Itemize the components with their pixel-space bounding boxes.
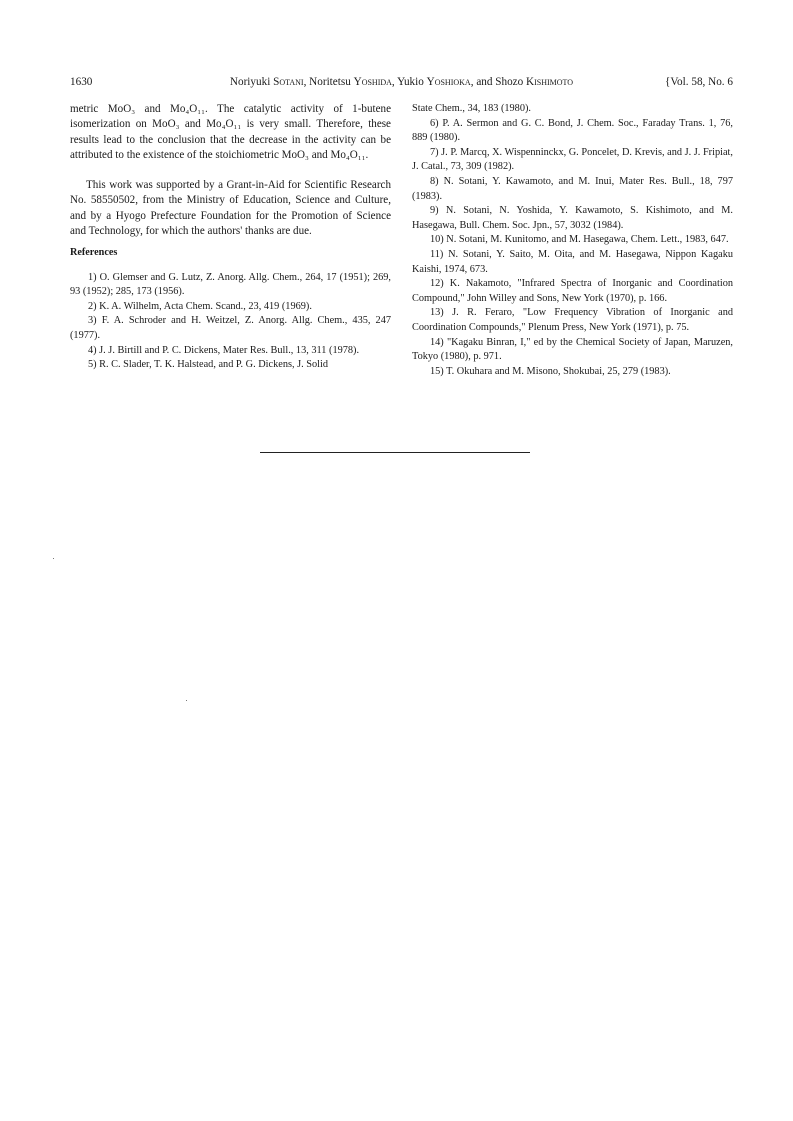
scan-speck: [53, 558, 54, 559]
author-text: , and Shozo: [470, 76, 527, 88]
right-column: [412, 102, 733, 379]
reference-item: 6) P. A. Sermon and G. C. Bond, J. Chem. Soc., Faraday Trans. 1, 76, 889 (1980).: [412, 117, 733, 144]
author-surname: Yoshida: [353, 76, 392, 88]
reference-item: 7) J. P. Marcq, X. Wispenninckx, G. Poncelet, D. Krevis, and J. J. Fripiat, J. Catal., 73, 309 (1982).: [412, 146, 733, 173]
reference-item: 8) N. Sotani, Y. Kawamoto, and M. Inui, Mater Res. Bull., 18, 797 (1983).: [412, 175, 733, 202]
page-number: 1630: [70, 76, 93, 88]
reference-item: State Chem., 34, 183 (1980).: [412, 103, 531, 114]
reference-item: 4) J. J. Birtill and P. C. Dickens, Mater Res. Bull., 13, 311 (1978).: [88, 344, 360, 356]
left-column: [70, 102, 391, 373]
scan-speck: [186, 700, 187, 701]
reference-item: 1) O. Glemser and G. Lutz, Z. Anorg. Allg. Chem., 264, 17 (1951); 269, 93 (1952); 285, 173 (1956).: [70, 271, 391, 298]
reference-item: 9) N. Sotani, N. Yoshida, Y. Kawamoto, S. Kishimoto, and M. Hasegawa, Bull. Chem. Soc. Jpn., 57, 3032 (1984).: [412, 205, 733, 231]
reference-item: 13) J. R. Feraro, "Low Frequency Vibration of Inorganic and Coordination Compounds," Plenum Press, New York (1971), p. 75.: [412, 307, 733, 333]
references-heading: References: [70, 247, 118, 259]
acknowledgement-paragraph: This work was supported by a Grant-in-Aid for Scientific Research No. 58550502, from the Ministry of Education, Science and Culture, and by a Hyogo Prefecture Foundation for the Promotion of Science and Technology, for which the authors' thanks are due.: [70, 179, 391, 238]
author-text: , Yukio: [391, 76, 427, 88]
body-paragraph-conclusion: metric MoO₃ and Mo₄O₁₁. The catalytic activity of 1-butene isomerization on MoO₃ and Mo₄O₁₁ is very small. Therefore, these results lead to the conclusion that the decrease in the activity can be attributed to the existence of the stoichiometric MoO₃ and Mo₄O₁₁.: [70, 103, 391, 161]
author-surname: Sotani: [273, 76, 304, 88]
end-rule: [260, 452, 530, 453]
reference-item: 3) F. A. Schroder and H. Weitzel, Z. Anorg. Allg. Chem., 435, 247 (1977).: [70, 315, 391, 342]
reference-item: 5) R. C. Slader, T. K. Halstead, and P. G. Dickens, J. Solid: [88, 359, 329, 371]
reference-item: 15) T. Okuhara and M. Misono, Shokubai, 25, 279 (1983).: [430, 365, 671, 377]
reference-item: 14) "Kagaku Binran, I," ed by the Chemical Society of Japan, Maruzen, Tokyo (1980), p. 971.: [412, 336, 733, 363]
references-list-left: [70, 271, 391, 373]
author-surname: Kishimoto: [526, 76, 574, 88]
author-surname: Yoshioka: [426, 76, 471, 88]
reference-item: 10) N. Sotani, M. Kunitomo, and M. Hasegawa, Chem. Lett., 1983, 647.: [430, 234, 729, 246]
author-text: Noriyuki: [229, 76, 274, 88]
references-list-right: [412, 102, 733, 379]
running-header-authors: [70, 74, 733, 90]
running-header: [70, 74, 733, 90]
reference-item: 2) K. A. Wilhelm, Acta Chem. Scand., 23, 419 (1969).: [88, 300, 312, 312]
reference-item: 12) K. Nakamoto, "Infrared Spectra of Inorganic and Coordination Compound," John Willey and Sons, New York (1970), p. 166.: [412, 278, 733, 304]
volume-info: {Vol. 58, No. 6: [665, 76, 733, 88]
author-text: , Noritetsu: [303, 76, 354, 88]
reference-item: 11) N. Sotani, Y. Saito, M. Oita, and M. Hasegawa, Nippon Kagaku Kaishi, 1974, 673.: [412, 248, 733, 275]
